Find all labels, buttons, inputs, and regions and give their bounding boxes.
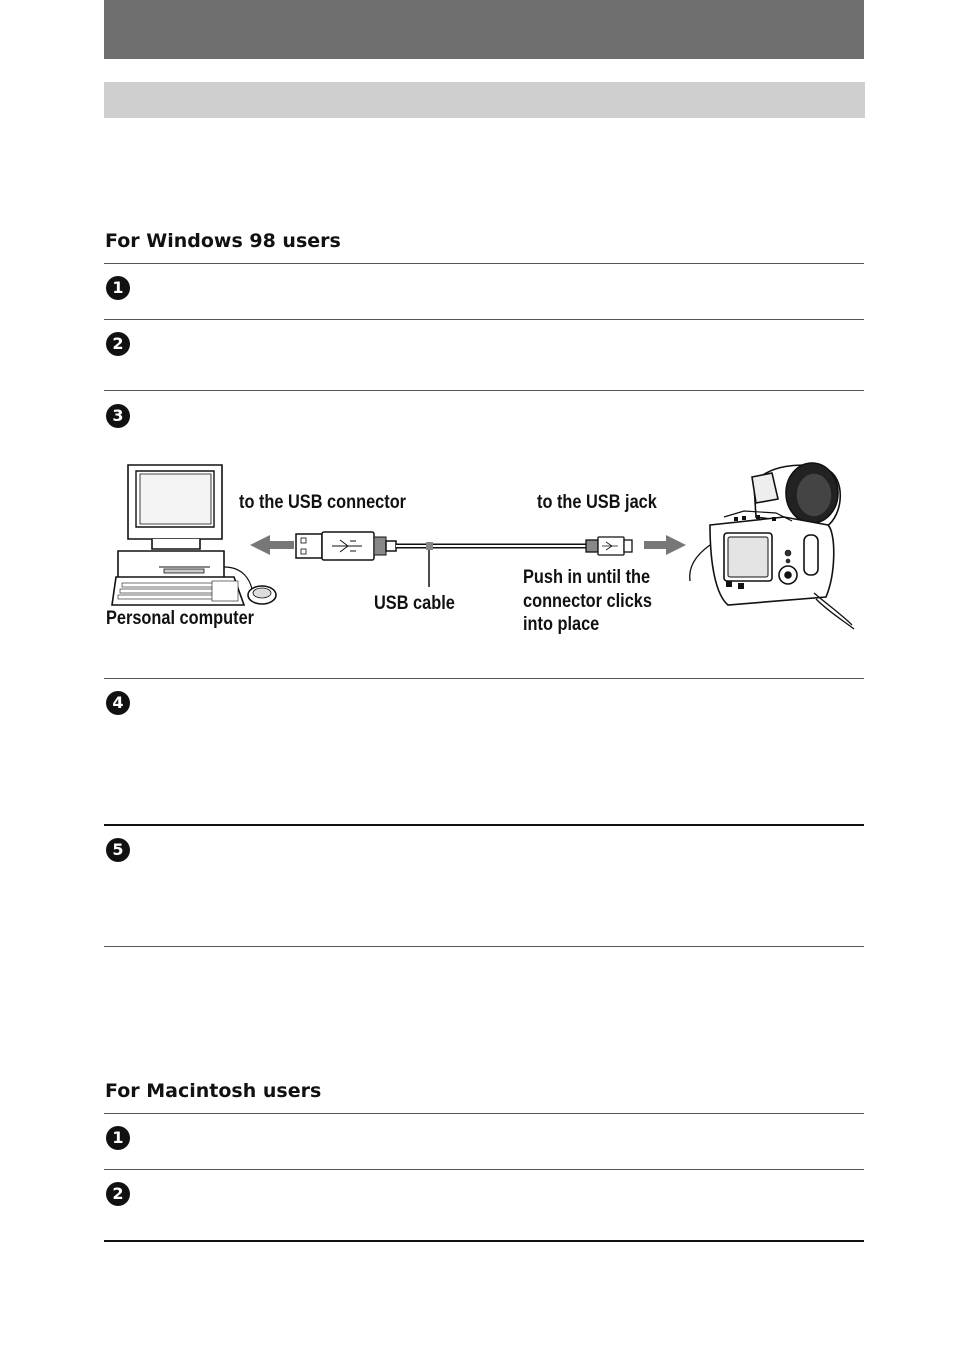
step-divider (104, 319, 864, 320)
step-5-number: 5 (106, 838, 130, 862)
step-divider (104, 1169, 864, 1170)
label-usb-connector: to the USB connector (239, 492, 407, 513)
personal-computer-illustration (112, 465, 276, 605)
label-push-line-2: connector clicks (523, 591, 652, 612)
section-end-rule (104, 946, 864, 947)
section-rule (104, 263, 864, 264)
label-usb-jack: to the USB jack (537, 492, 657, 513)
arrow-right-icon (644, 535, 686, 555)
step-1-number: 1 (106, 276, 130, 300)
header-light-band (104, 82, 865, 118)
step-4-number: 4 (106, 691, 130, 715)
mac-step-2-number: 2 (106, 1182, 130, 1206)
usb-mini-connector-illustration (586, 537, 632, 555)
mac-section-heading: For Macintosh users (105, 1080, 322, 1102)
step-divider (104, 824, 864, 826)
label-push-line-1: Push in until the (523, 567, 651, 588)
windows-section-heading: For Windows 98 users (105, 230, 341, 252)
step-divider (104, 390, 864, 391)
label-usb-cable: USB cable (374, 593, 455, 614)
digital-camera-illustration (690, 463, 854, 629)
section-end-rule (104, 1240, 864, 1242)
step-3-number: 3 (106, 404, 130, 428)
usb-a-connector-illustration (296, 532, 396, 560)
step-2-number: 2 (106, 332, 130, 356)
arrow-left-icon (250, 535, 294, 555)
label-push-line-3: into place (523, 614, 600, 635)
step-divider (104, 678, 864, 679)
mac-step-1-number: 1 (106, 1126, 130, 1150)
header-dark-band (104, 0, 864, 59)
section-rule (104, 1113, 864, 1114)
label-personal-computer: Personal computer (106, 608, 255, 629)
